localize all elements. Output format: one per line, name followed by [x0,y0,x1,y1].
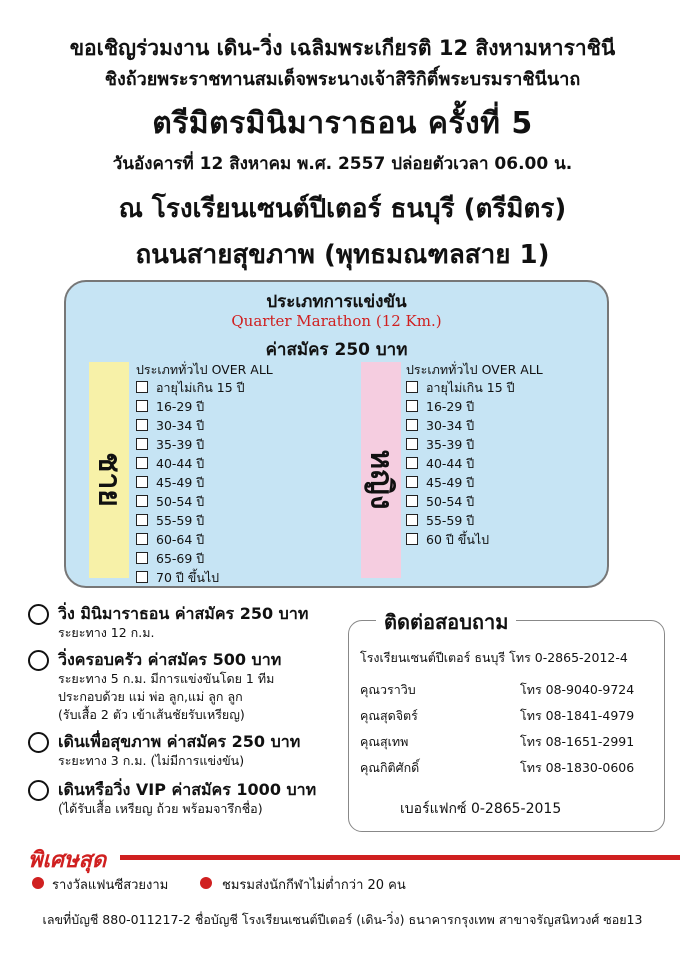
option-detail: ระยะทาง 5 ก.ม. มีการแข่งขันโดย 1 ทีม [58,671,275,686]
special-title: พิเศษสุด [28,848,107,873]
checkbox-icon[interactable] [136,552,148,564]
event-venue: ณ โรงเรียนเซนต์ปีเตอร์ ธนบุรี (ตรีมิตร) [118,194,567,224]
age-category-item[interactable] [136,435,245,454]
male-heading: ประเภททั่วไป OVER ALL [136,362,273,377]
checkbox-icon[interactable] [136,533,148,545]
contact-name: คุณสุเทพ [360,734,409,749]
radio-circle-icon[interactable] [28,604,49,625]
age-category-item[interactable] [406,416,515,435]
checkbox-icon[interactable] [136,476,148,488]
special-divider [120,855,680,860]
checkbox-icon[interactable] [136,381,148,393]
option-title: เดินเพื่อสุขภาพ ค่าสมัคร 250 บาท [58,732,301,751]
age-category-label: 60 ปี ขึ้นไป [426,532,490,547]
checkbox-icon[interactable] [136,457,148,469]
female-label: หญิง [363,449,399,510]
bank-account-footer: เลขที่บัญชี 880-011217-2 ชื่อบัญชี โรงเรียนเซนต์ปีเตอร์ (เดิน-วิ่ง) ธนาคารกรุงเทพ สาขาจรัญสนิทวงศ์ ซอย13 [42,912,643,927]
special-bullet [200,874,440,892]
age-category-label: 70 ปี ขึ้นไป [156,570,220,585]
age-category-label: 16-29 ปี [156,399,205,414]
checkbox-icon[interactable] [406,514,418,526]
checkbox-icon[interactable] [406,533,418,545]
age-category-item[interactable] [406,378,515,397]
checkbox-icon[interactable] [136,495,148,507]
age-category-label: 55-59 ปี [426,513,475,528]
age-category-label: อายุไม่เกิน 15 ปี [426,380,515,395]
checkbox-icon[interactable] [406,438,418,450]
age-category-item[interactable] [136,473,245,492]
checkbox-icon[interactable] [406,476,418,488]
age-category-item[interactable] [406,454,515,473]
checkbox-icon[interactable] [136,571,148,583]
male-category-list [136,378,245,587]
age-category-item[interactable] [136,549,245,568]
option-family-run[interactable] [28,648,348,724]
age-category-label: 30-34 ปี [426,418,475,433]
contact-phone: โทร 08-1651-2991 [520,734,635,749]
contact-phone: โทร 08-9040-9724 [520,682,635,697]
panel-subtitle: Quarter Marathon (12 Km.) [231,312,442,330]
special-bullet-text: รางวัลแฟนซีสวยงาม [52,878,169,893]
contact-phone: โทร 08-1830-0606 [520,760,635,775]
special-bullet-text: ชมรมส่งนักกีฬาไม่ต่ำกว่า 20 คน [222,878,406,893]
option-detail: ระยะทาง 12 ก.ม. [58,625,155,640]
age-category-item[interactable] [406,511,515,530]
age-category-label: 65-69 ปี [156,551,205,566]
age-category-item[interactable] [406,435,515,454]
age-category-label: 45-49 ปี [426,475,475,490]
contact-fax: เบอร์แฟกซ์ 0-2865-2015 [400,801,562,817]
option-title: เดินหรือวิ่ง VIP ค่าสมัคร 1000 บาท [58,780,317,799]
contact-phone: โทร 08-1841-4979 [520,708,635,723]
age-category-label: 35-39 ปี [156,437,205,452]
female-category-list [406,378,515,549]
checkbox-icon[interactable] [136,419,148,431]
panel-fee: ค่าสมัคร 250 บาท [265,340,408,360]
age-category-label: 45-49 ปี [156,475,205,490]
checkbox-icon[interactable] [406,381,418,393]
bullet-dot-icon [200,877,212,889]
panel-title: ประเภทการแข่งขัน [266,292,407,312]
age-category-item[interactable] [136,378,245,397]
radio-circle-icon[interactable] [28,650,49,671]
age-category-item[interactable] [136,530,245,549]
age-category-label: 40-44 ปี [426,456,475,471]
contact-name: คุณวราวิบ [360,682,416,697]
age-category-item[interactable] [136,397,245,416]
bullet-dot-icon [32,877,44,889]
option-detail: ประกอบด้วย แม่ พ่อ ลูก,แม่ ลูก ลูก [58,689,243,704]
age-category-item[interactable] [406,530,515,549]
age-category-label: 50-54 ปี [426,494,475,509]
contact-title: ติดต่อสอบถาม [376,606,516,638]
option-vip[interactable] [28,778,348,818]
age-category-label: 50-54 ปี [156,494,205,509]
age-category-item[interactable] [136,454,245,473]
age-category-label: 16-29 ปี [426,399,475,414]
age-category-label: 40-44 ปี [156,456,205,471]
checkbox-icon[interactable] [406,457,418,469]
radio-circle-icon[interactable] [28,780,49,801]
invite-line: ขอเชิญร่วมงาน เดิน-วิ่ง เฉลิมพระเกียรติ 12 สิงหามหาราชินี [69,36,616,60]
contact-name: คุณกิติศักดิ์ [360,760,420,775]
option-detail: ระยะทาง 3 ก.ม. (ไม่มีการแข่งขัน) [58,753,245,768]
age-category-item[interactable] [406,397,515,416]
option-title: วิ่ง มินิมาราธอน ค่าสมัคร 250 บาท [58,604,309,623]
option-mini-marathon[interactable] [28,602,348,642]
age-category-item[interactable] [136,416,245,435]
trophy-line: ชิงถ้วยพระราชทานสมเด็จพระนางเจ้าสิริกิติ์พระบรมราชินีนาถ [104,69,581,90]
checkbox-icon[interactable] [136,514,148,526]
event-road: ถนนสายสุขภาพ (พุทธมณฑลสาย 1) [135,240,550,270]
checkbox-icon[interactable] [136,400,148,412]
contact-school: โรงเรียนเซนต์ปีเตอร์ ธนบุรี โทร 0-2865-2012-4 [360,650,628,665]
male-label: ชาย [91,452,127,507]
age-category-label: 35-39 ปี [426,437,475,452]
female-heading: ประเภททั่วไป OVER ALL [406,362,543,377]
option-title: วิ่งครอบครัว ค่าสมัคร 500 บาท [58,650,282,669]
option-detail: (ได้รับเสื้อ เหรียญ ถ้วย พร้อมจารึกชื่อ) [58,801,263,816]
checkbox-icon[interactable] [406,495,418,507]
checkbox-icon[interactable] [406,419,418,431]
age-category-item[interactable] [136,492,245,511]
event-date: วันอังคารที่ 12 สิงหาคม พ.ศ. 2557 ปล่อยตัวเวลา 06.00 น. [112,154,573,174]
age-category-item[interactable] [406,492,515,511]
option-detail: (รับเสื้อ 2 ตัว เข้าเส้นชัยรับเหรียญ) [58,707,245,722]
option-health-walk[interactable] [28,730,348,770]
radio-circle-icon[interactable] [28,732,49,753]
age-category-item[interactable] [136,511,245,530]
checkbox-icon[interactable] [406,400,418,412]
age-category-item[interactable] [406,473,515,492]
age-category-label: 60-64 ปี [156,532,205,547]
contact-name: คุณสุดจิตร์ [360,708,418,723]
checkbox-icon[interactable] [136,438,148,450]
age-category-label: 30-34 ปี [156,418,205,433]
age-category-item[interactable] [136,568,245,587]
event-title: ตรีมิตรมินิมาราธอน ครั้งที่ 5 [152,106,533,141]
age-category-label: 55-59 ปี [156,513,205,528]
age-category-label: อายุไม่เกิน 15 ปี [156,380,245,395]
